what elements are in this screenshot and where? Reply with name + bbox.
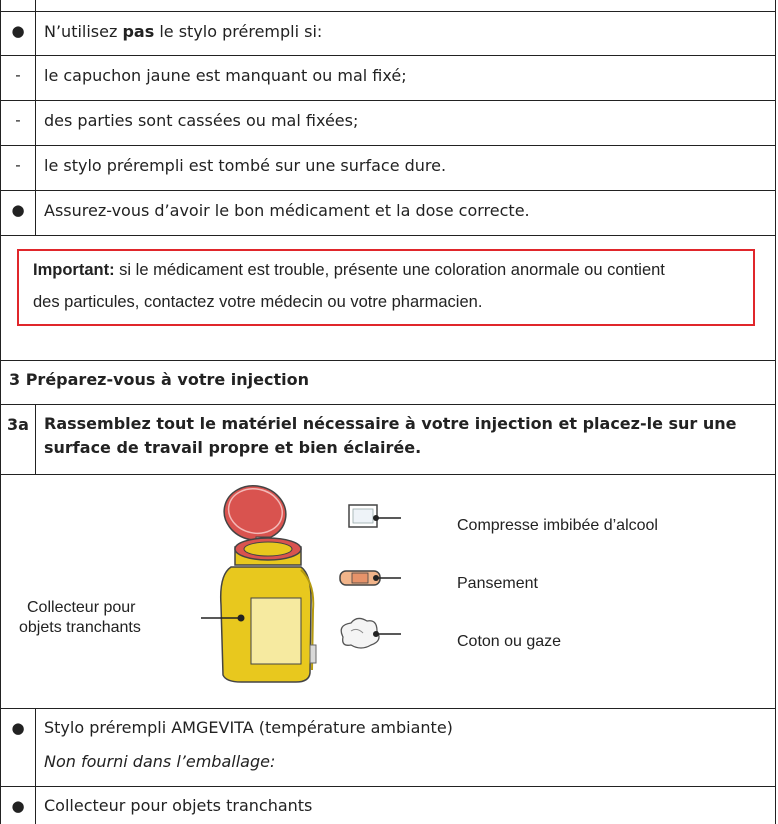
bandage-icon <box>340 571 401 585</box>
item-label-cotton: Coton ou gaze <box>457 633 562 650</box>
dash-marker: - <box>15 156 21 174</box>
item-label-bandage: Pansement <box>457 575 538 592</box>
dash-marker: - <box>15 111 21 129</box>
cotton-gauze-icon <box>341 618 401 648</box>
bullet-column <box>1 12 36 56</box>
container-label-line1: Collecteur pour <box>27 599 136 616</box>
item-label-alcohol-swab: Compresse imbibée d’alcool <box>457 517 658 534</box>
row-text: Collecteur pour objets tranchants <box>44 796 313 815</box>
bullet-marker: ● <box>11 797 25 815</box>
row-text-prefix: N’utilisez <box>44 22 123 41</box>
row-text: des parties sont cassées ou mal fixées; <box>44 111 359 130</box>
important-text-line1: si le médicament est trouble, présente une coloration anormale ou contient <box>114 261 665 279</box>
bullet-column <box>1 56 36 101</box>
important-label: Important: <box>33 261 115 279</box>
step-number-column <box>1 405 36 475</box>
row-text <box>44 20 767 44</box>
step-number: 3a <box>7 415 29 434</box>
bullet-column <box>1 191 36 236</box>
row-text: le capuchon jaune est manquant ou mal fixé; <box>44 66 407 85</box>
container-pointer-dot <box>238 615 245 622</box>
alcohol-swab-icon <box>349 505 401 527</box>
table-row <box>0 100 776 146</box>
important-notice <box>17 249 755 326</box>
figure-row <box>0 474 776 709</box>
row-text-note: Non fourni dans l’emballage: <box>44 752 276 771</box>
row-text: Assurez-vous d’avoir le bon médicament et la dose correcte. <box>44 201 530 220</box>
table-row <box>0 708 776 787</box>
equipment-illustration <box>1 475 777 710</box>
dash-marker: - <box>15 66 21 84</box>
important-row <box>0 235 776 361</box>
bullet-column <box>1 709 36 787</box>
table-row <box>0 55 776 101</box>
step-row <box>0 404 776 475</box>
row-text <box>44 716 767 774</box>
row-text-bold: pas <box>122 22 155 41</box>
important-text-line2: des particules, contactez votre médecin ou votre pharmacien. <box>33 293 483 311</box>
table-row <box>0 11 776 56</box>
container-label-line2: objets tranchants <box>19 619 141 636</box>
row-text: le stylo prérempli est tombé sur une surface dure. <box>44 156 447 175</box>
table-row <box>0 145 776 191</box>
step-text: Rassemblez tout le matériel nécessaire à votre injection et placez-le sur une surface de travail propre et bien éclairée. <box>44 414 737 457</box>
bullet-column <box>1 787 36 824</box>
sharps-container-icon <box>219 480 316 682</box>
bullet-marker: ● <box>11 201 25 219</box>
section-header-row <box>0 360 776 405</box>
table-row <box>0 786 776 824</box>
section-title: 3 Préparez-vous à votre injection <box>9 370 309 389</box>
row-text-main: Stylo prérempli AMGEVITA (température ambiante) <box>44 718 453 737</box>
table-row <box>0 190 776 236</box>
bullet-marker: ● <box>11 719 25 737</box>
bullet-column <box>1 101 36 146</box>
row-text-suffix: le stylo prérempli si: <box>154 22 323 41</box>
bullet-column <box>1 146 36 191</box>
bullet-marker: ● <box>11 22 25 40</box>
